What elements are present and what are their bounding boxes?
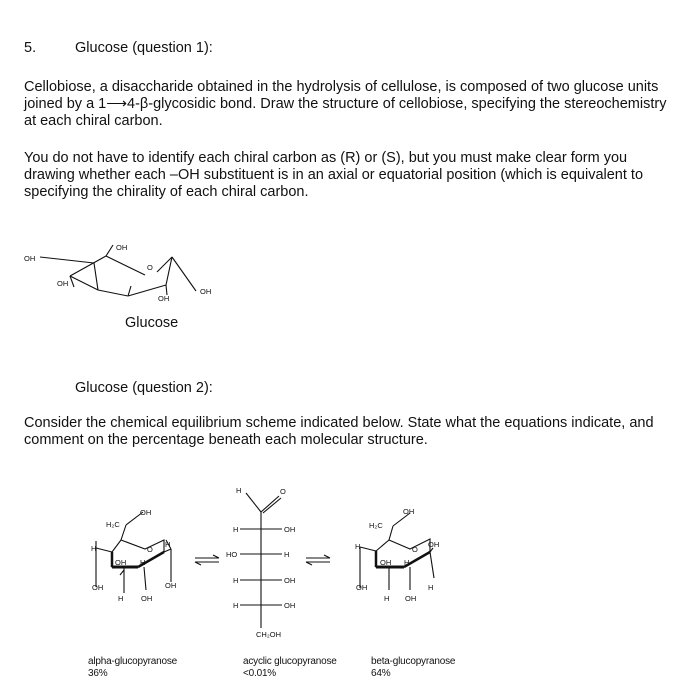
svg-text:H: H [404,558,410,567]
svg-text:OH: OH [57,279,69,288]
svg-text:H: H [233,525,239,534]
caption-acyclic-percentage: <0.01% [243,668,276,679]
question-2-title: Glucose (question 2): [75,380,213,396]
caption-alpha-name: alpha-glucopyranose [88,656,178,667]
svg-text:OH: OH [356,583,368,592]
svg-text:CH₂OH: CH₂OH [256,630,281,639]
svg-text:HO: HO [226,550,238,559]
question-1-paragraph-1: Cellobiose, a disaccharide obtained in the hydrolysis of cellulose, is composed of two glucose units joined by a 1⟶4-β-glycosidic bond. Draw the structure of cellobiose, specifying the stereochemistry at each chiral carbon. [24,79,667,129]
svg-text:OH: OH [403,507,415,516]
svg-text:H: H [140,558,146,567]
question-1-title: Glucose (question 1): [75,40,213,56]
svg-text:O: O [147,545,153,554]
svg-text:OH: OH [284,576,296,585]
caption-acyclic-name: acyclic glucopyranose [243,656,337,667]
svg-text:H: H [233,601,239,610]
question-1-paragraph-2: You do not have to identify each chiral carbon as (R) or (S), but you must make clear form you drawing whether each –OH substituent is in an axial or equatorial position (which is equivalent to specifying the chirality of each chiral carbon. [24,150,644,200]
svg-text:O: O [280,487,286,496]
caption-beta-name: beta-glucopyranose [371,656,456,667]
svg-text:OH: OH [165,581,177,590]
svg-text:H₂C: H₂C [369,521,383,530]
svg-text:H: H [236,486,242,495]
svg-text:H: H [165,540,171,549]
svg-text:OH: OH [116,243,128,252]
question-2-paragraph: Consider the chemical equilibrium scheme indicated below. State what the equations indicate, and comment on the percentage beneath each molecular structure. [24,415,654,448]
svg-text:OH: OH [141,594,153,603]
svg-text:OH: OH [158,294,170,303]
svg-text:OH: OH [380,558,392,567]
svg-text:OH: OH [115,558,127,567]
svg-text:OH: OH [24,254,36,263]
svg-text:H: H [284,550,290,559]
svg-text:OH: OH [200,287,212,296]
svg-text:H: H [118,594,124,603]
svg-text:H: H [91,544,97,553]
svg-text:OH: OH [140,508,152,517]
svg-text:OH: OH [284,601,296,610]
svg-text:H₂C: H₂C [106,520,120,529]
svg-text:OH: OH [428,540,440,549]
svg-text:H: H [355,542,361,551]
svg-text:H: H [233,576,239,585]
svg-text:H: H [384,594,390,603]
svg-text:O: O [412,545,418,554]
question-number: 5. [24,40,37,56]
glucose-label: Glucose [125,315,179,331]
svg-text:OH: OH [92,583,104,592]
svg-text:H: H [428,583,434,592]
svg-text:OH: OH [405,594,417,603]
svg-text:OH: OH [284,525,296,534]
caption-alpha-percentage: 36% [88,668,108,679]
caption-beta-percentage: 64% [371,668,391,679]
acyclic-glucopyranose-structure [240,493,282,628]
svg-text:O: O [147,263,153,272]
